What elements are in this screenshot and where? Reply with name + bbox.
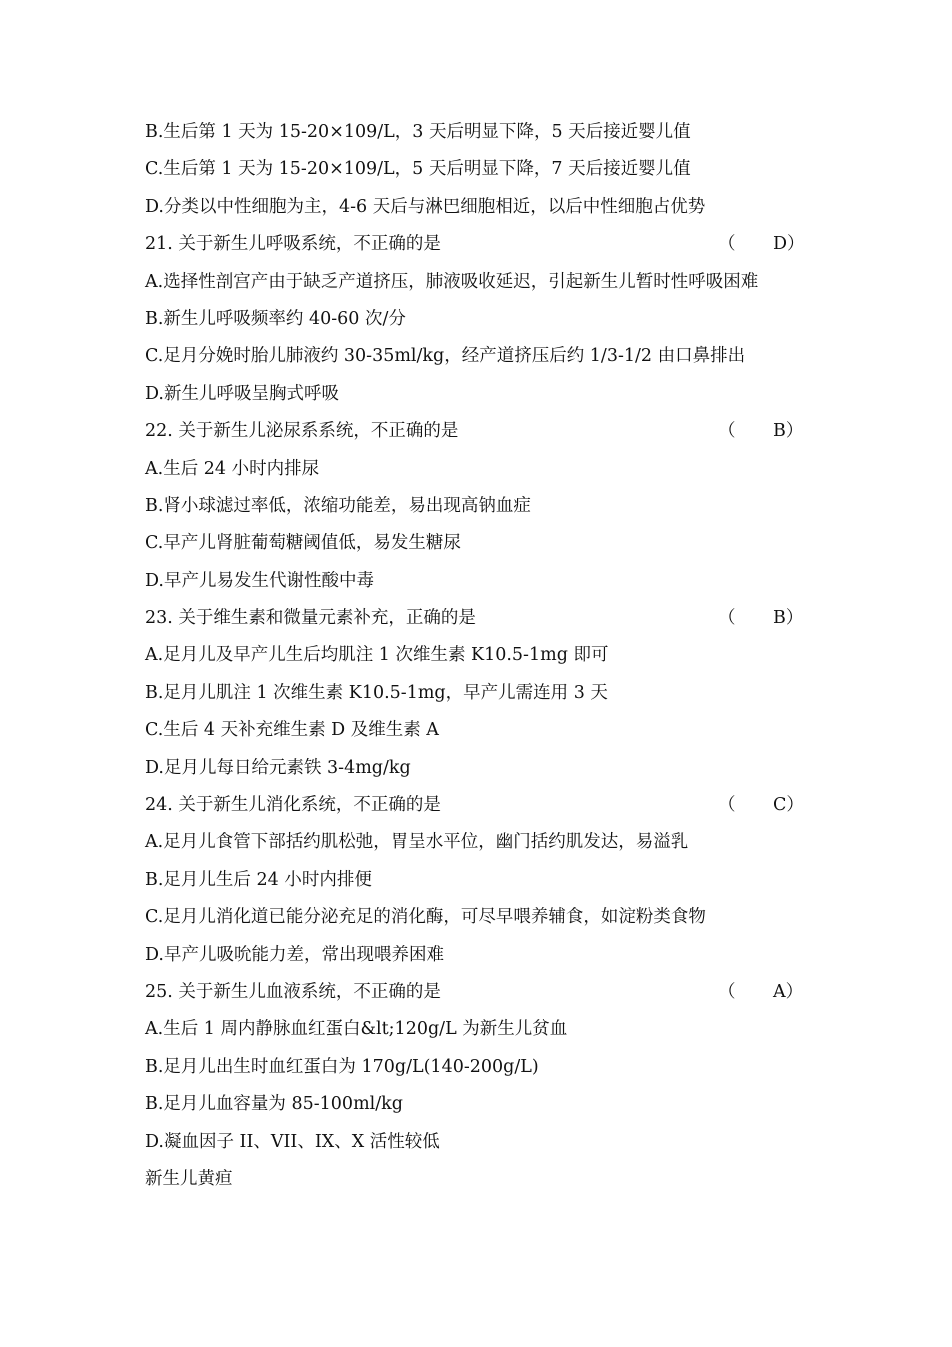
option-line: B.足月儿血容量为 85-100ml/kg — [145, 1094, 403, 1115]
answer-open-paren: （ — [718, 795, 736, 816]
option-line: A.生后 24 小时内排尿 — [145, 458, 320, 479]
question-text: 23. 关于维生素和微量元素补充，正确的是 — [145, 608, 476, 629]
option-line: C.足月儿消化道已能分泌充足的消化酶，可尽早喂养辅食，如淀粉类食物 — [145, 907, 706, 928]
option-line: D.分类以中性细胞为主，4-6 天后与淋巴细胞相近，以后中性细胞占优势 — [145, 196, 706, 217]
option-line: A.足月儿食管下部括约肌松弛，胃呈水平位，幽门括约肌发达，易溢乳 — [145, 832, 689, 853]
question-line — [145, 226, 825, 263]
option-line: B.足月儿肌注 1 次维生素 K10.5-1mg，早产儿需连用 3 天 — [145, 682, 608, 703]
option-line: A.足月儿及早产儿生后均肌注 1 次维生素 K10.5-1mg 即可 — [145, 645, 609, 666]
option-line: B.足月儿生后 24 小时内排便 — [145, 869, 372, 890]
answer-open-paren: （ — [718, 608, 736, 629]
option-line: D.早产儿易发生代谢性酸中毒 — [145, 570, 374, 591]
question-text: 21. 关于新生儿呼吸系统，不正确的是 — [145, 234, 441, 255]
question-line — [145, 787, 825, 824]
option-line: A.选择性剖宫产由于缺乏产道挤压，肺液吸收延迟，引起新生儿暂时性呼吸困难 — [145, 271, 759, 292]
option-line: D.新生儿呼吸呈胸式呼吸 — [145, 383, 339, 404]
question-line — [145, 974, 825, 1011]
answer-open-paren: （ — [718, 234, 736, 255]
answer-letter: B） — [773, 608, 804, 629]
option-line: B.足月儿出生时血红蛋白为 170g/L(140-200g/L) — [145, 1056, 539, 1077]
question-text: 24. 关于新生儿消化系统，不正确的是 — [145, 795, 441, 816]
option-line: C.足月分娩时胎儿肺液约 30-35ml/kg，经产道挤压后约 1/3-1/2 由口鼻排出 — [145, 346, 746, 367]
option-line: D.凝血因子 II、VII、IX、X 活性较低 — [145, 1131, 440, 1152]
question-text: 22. 关于新生儿泌尿系系统，不正确的是 — [145, 421, 459, 442]
answer-letter: B） — [773, 421, 804, 442]
option-line: C.生后第 1 天为 15-20×109/L，5 天后明显下降，7 天后接近婴儿值 — [145, 159, 691, 180]
document-body — [145, 114, 825, 1198]
option-line: C.生后 4 天补充维生素 D 及维生素 A — [145, 720, 439, 741]
question-line — [145, 600, 825, 637]
section-heading: 新生儿黄疸 — [145, 1168, 233, 1189]
option-line: D.足月儿每日给元素铁 3-4mg/kg — [145, 757, 411, 778]
option-line: A.生后 1 周内静脉血红蛋白&lt;120g/L 为新生儿贫血 — [145, 1019, 568, 1040]
option-line: B.生后第 1 天为 15-20×109/L，3 天后明显下降，5 天后接近婴儿值 — [145, 122, 691, 142]
question-text: 25. 关于新生儿血液系统，不正确的是 — [145, 981, 441, 1002]
option-line: D.早产儿吸吮能力差，常出现喂养困难 — [145, 944, 444, 965]
answer-letter: C） — [773, 795, 804, 816]
answer-open-paren: （ — [718, 421, 736, 442]
option-line: B.新生儿呼吸频率约 40-60 次/分 — [145, 308, 406, 329]
option-line: C.早产儿肾脏葡萄糖阈值低，易发生糖尿 — [145, 533, 461, 554]
option-line: B.肾小球滤过率低，浓缩功能差，易出现高钠血症 — [145, 495, 531, 516]
answer-letter: D） — [773, 234, 805, 255]
answer-letter: A） — [773, 981, 804, 1002]
question-line — [145, 413, 825, 450]
answer-open-paren: （ — [718, 981, 736, 1002]
